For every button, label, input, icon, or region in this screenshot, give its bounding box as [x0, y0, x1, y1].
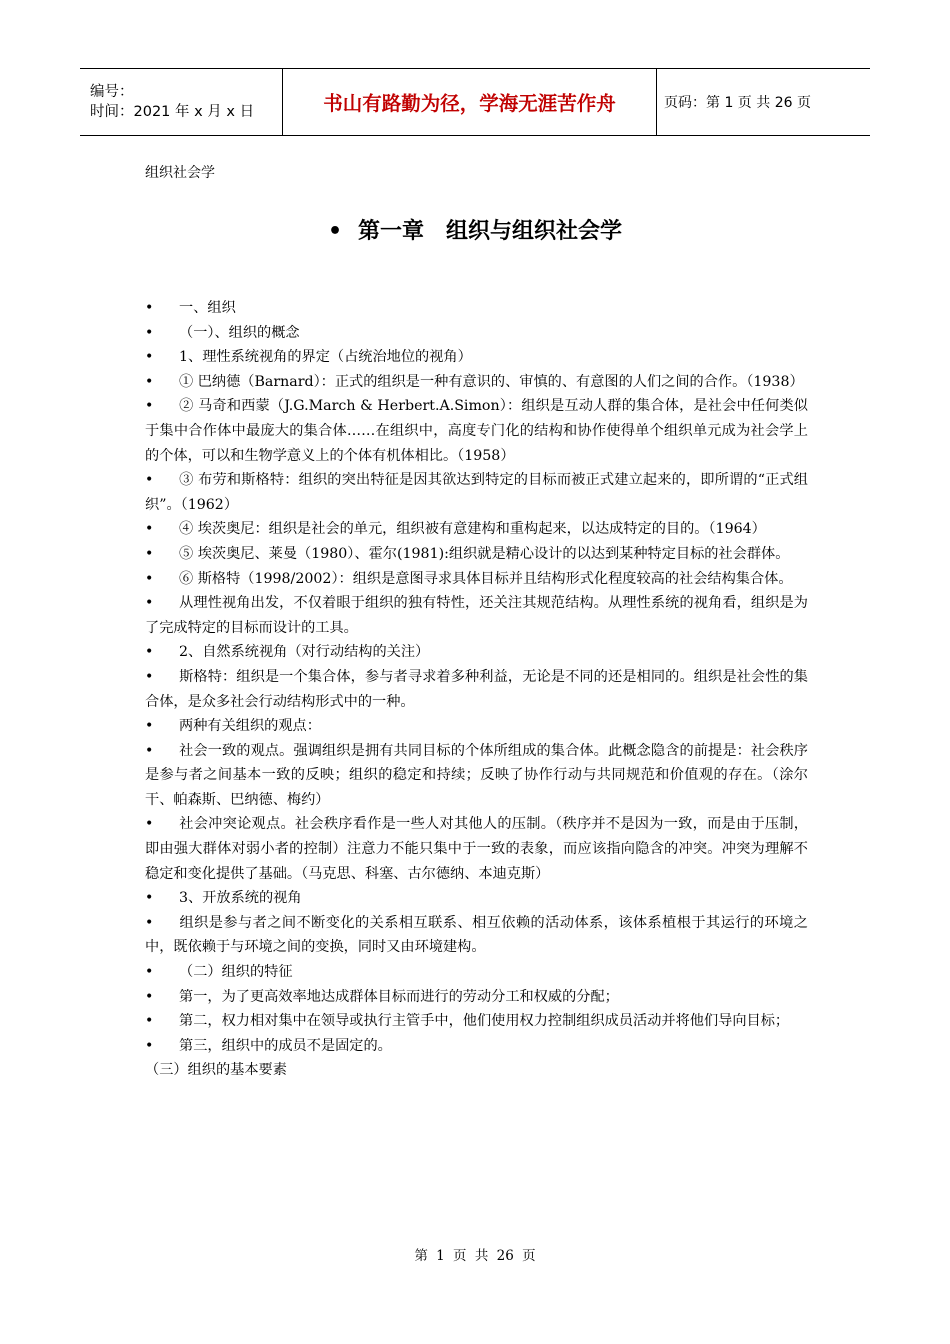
paragraph — [145, 960, 808, 985]
motto-text: 书山有路勤为径，学海无涯苦作舟 — [323, 92, 616, 115]
paragraph — [145, 321, 808, 346]
header-motto — [282, 69, 657, 135]
paragraph-text: ⑤ 埃茨奥尼、莱曼（1980）、霍尔(1981):组织就是精心设计的以达到某种特定目标的社会群体。 — [179, 545, 790, 562]
bullet-marker: • — [145, 595, 154, 612]
paragraph — [145, 542, 808, 567]
header-page-info — [657, 69, 870, 135]
paragraph — [145, 812, 808, 886]
paragraph-text: （三）组织的基本要素 — [145, 1062, 287, 1079]
paragraph — [145, 370, 808, 395]
bullet-marker: • — [145, 300, 154, 316]
paragraph-text: 斯格特：组织是一个集合体，参与者寻求着多种利益，无论是不同的还是相同的。组织是社会性的集合体，是众多社会行动结构形式中的一种。 — [145, 668, 808, 710]
paragraph-text: 一、组织 — [179, 300, 236, 316]
page-header — [80, 68, 870, 136]
bullet-marker: • — [145, 398, 154, 415]
paragraph-text: 两种有关组织的观点： — [179, 718, 321, 735]
paragraph-text: 社会一致的观点。强调组织是拥有共同目标的个体所组成的集合体。此概念隐含的前提是：社会秩序是参与者之间基本一致的反映；组织的稳定和持续；反映了协作行动与共同规范和价值观的存在。（涂尔干、帕森斯、巴纳德、梅约） — [145, 742, 808, 808]
paragraph — [145, 640, 808, 665]
document-body — [145, 296, 808, 1083]
paragraph-text: 从理性视角出发，不仅着眼于组织的独有特性，还关注其规范结构。从理性系统的视角看，组织是为了完成特定的目标而设计的工具。 — [145, 595, 808, 636]
paragraph — [145, 1009, 808, 1034]
chapter-heading — [0, 214, 950, 245]
paragraph — [145, 886, 808, 911]
paragraph — [145, 1034, 808, 1059]
chapter-bullet: • — [327, 219, 343, 244]
paragraph-text: 3、开放系统的视角 — [179, 890, 302, 907]
paragraph-text: ② 马奇和西蒙（J.G.March & Herbert.A.Simon）：组织是互动人群的集合体，是社会中任何类似于集中合作体中最庞大的集合体……在组织中，高度专门化的结构和协作使得单个组织单元成为社会学上的个体，可以和生物学意义上的个体有机体相比。（1958） — [145, 398, 808, 464]
paragraph-text: 2、自然系统视角（对行动结构的关注） — [179, 644, 430, 661]
bullet-marker: • — [145, 718, 154, 735]
bullet-marker: • — [145, 668, 154, 685]
paragraph-text: 社会冲突论观点。社会秩序看作是一些人对其他人的压制。（秩序并不是因为一致，而是由于压制，即由强大群体对弱小者的控制）注意力不能只集中于一致的表象，而应该指向隐含的冲突。冲突为理解不稳定和变化提供了基础。（马克思、科塞、古尔德纳、本迪克斯） — [145, 816, 808, 882]
paragraph — [145, 468, 808, 517]
paragraph — [145, 714, 808, 739]
paragraph-text: ⑥ 斯格特（1998/2002）：组织是意图寻求具体目标并且结构形式化程度较高的社会结构集合体。 — [179, 570, 793, 587]
paragraph-text: ① 巴纳德（Barnard）：正式的组织是一种有意识的、审慎的、有意图的人们之间的合作。（1938） — [179, 373, 804, 390]
paragraph — [145, 739, 808, 813]
paragraph-text: （二）组织的特征 — [179, 964, 293, 981]
paragraph — [145, 1058, 808, 1083]
page-footer: 第 1 页 共 26 页 — [414, 1248, 536, 1264]
bullet-marker: • — [145, 988, 154, 1005]
paragraph — [145, 345, 808, 370]
bullet-marker: • — [145, 472, 154, 489]
bullet-marker: • — [145, 521, 154, 538]
bullet-marker: • — [145, 816, 154, 833]
bullet-marker: • — [145, 890, 154, 907]
paragraph-text: 第一，为了更高效率地达成群体目标而进行的劳动分工和权威的分配； — [179, 988, 619, 1005]
paragraph-text: 第三，组织中的成员不是固定的。 — [179, 1037, 392, 1054]
paragraph-text: 组织是参与者之间不断变化的关系相互联系、相互依赖的活动体系，该体系植根于其运行的环境之中，既依赖于与环境之间的变换，同时又由环境建构。 — [145, 914, 808, 956]
paragraph — [145, 517, 808, 542]
paragraph — [145, 911, 808, 960]
paragraph — [145, 591, 808, 640]
bullet-marker: • — [145, 964, 154, 981]
header-meta — [80, 69, 282, 135]
paragraph — [145, 394, 808, 468]
bullet-marker: • — [145, 570, 154, 587]
paragraph-text: 1、理性系统视角的界定（占统治地位的视角） — [179, 349, 472, 366]
paragraph-text: ③ 布劳和斯格特：组织的突出特征是因其欲达到特定的目标而被正式建立起来的，即所谓的“正式组织”。（1962） — [145, 472, 808, 513]
bullet-marker: • — [145, 1037, 154, 1054]
bullet-marker: • — [145, 373, 154, 390]
paragraph — [145, 985, 808, 1010]
paragraph — [145, 296, 808, 321]
paragraph-text: 第二，权力相对集中在领导或执行主管手中，他们使用权力控制组织成员活动并将他们导向目标； — [179, 1013, 790, 1030]
bullet-marker: • — [145, 914, 154, 931]
bullet-marker: • — [145, 349, 154, 366]
bullet-marker: • — [145, 545, 154, 562]
paragraph-text: （一）、组织的概念 — [179, 324, 300, 341]
page-label: 页码：第 1 页 共 26 页 — [664, 95, 811, 111]
paragraph-text: ④ 埃茨奥尼：组织是社会的单元，组织被有意建构和重构起来，以达成特定的目的。（1964） — [179, 521, 766, 538]
document-label: 组织社会学 — [145, 165, 215, 181]
number-label: 编号： — [90, 84, 134, 100]
chapter-title: 第一章 组织与组织社会学 — [358, 219, 623, 244]
paragraph — [145, 567, 808, 592]
bullet-marker: • — [145, 324, 154, 341]
bullet-marker: • — [145, 1013, 154, 1030]
bullet-marker: • — [145, 644, 154, 661]
time-label: 时间：2021 年 x 月 x 日 — [90, 104, 255, 120]
bullet-marker: • — [145, 742, 154, 759]
paragraph — [145, 665, 808, 714]
